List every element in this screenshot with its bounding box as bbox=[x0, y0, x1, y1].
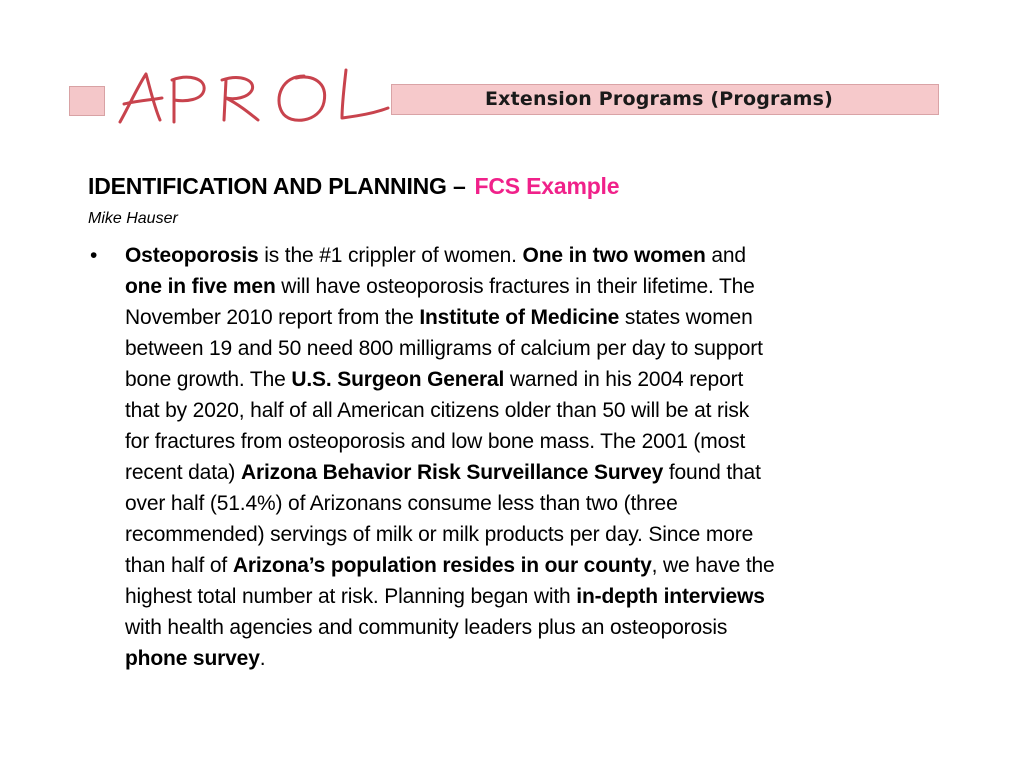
body-text-bold: phone survey bbox=[125, 647, 260, 670]
body-text: states women bbox=[619, 306, 753, 329]
body-line bbox=[125, 550, 940, 581]
body-line bbox=[125, 333, 940, 364]
body-paragraph bbox=[125, 240, 940, 674]
body-text: with health agencies and community leaders plus an osteoporosis bbox=[125, 616, 728, 639]
body-text-bold: One in two women bbox=[522, 244, 706, 267]
body-line bbox=[125, 364, 940, 395]
body-text-bold: Osteoporosis bbox=[125, 244, 259, 267]
body-line bbox=[125, 612, 940, 643]
body-text: is the #1 crippler of women. bbox=[258, 244, 523, 267]
slide-title-main: IDENTIFICATION AND PLANNING – bbox=[88, 173, 466, 199]
slide-title-accent: FCS Example bbox=[474, 173, 620, 199]
body-line bbox=[125, 271, 940, 302]
body-text: for fractures from osteoporosis and low bone mass. The 2001 (most bbox=[125, 430, 746, 453]
body-text: over half (51.4%) of Arizonans consume less than two (three bbox=[125, 492, 678, 515]
body-text-bold: one in five men bbox=[125, 275, 276, 298]
body-line bbox=[125, 488, 940, 519]
body-text: November 2010 report from the bbox=[125, 306, 420, 329]
body-text-bold: Institute of Medicine bbox=[419, 306, 620, 329]
body-text: will have osteoporosis fractures in their lifetime. The bbox=[275, 275, 755, 298]
body-text-bold: in-depth interviews bbox=[576, 585, 765, 608]
body-text: , we have the bbox=[651, 554, 775, 577]
body-text-bold: Arizona Behavior Risk Surveillance Survey bbox=[240, 461, 664, 484]
body-text-bold: Arizona’s population resides in our county bbox=[232, 554, 652, 577]
body-line bbox=[125, 426, 940, 457]
bullet-marker: • bbox=[90, 244, 98, 267]
author-name: Mike Hauser bbox=[88, 210, 178, 227]
body-line bbox=[125, 240, 940, 271]
body-text: bone growth. The bbox=[125, 368, 292, 391]
body-text-bold: U.S. Surgeon General bbox=[291, 368, 505, 391]
body-line bbox=[125, 395, 940, 426]
body-line bbox=[125, 457, 940, 488]
body-line bbox=[125, 643, 940, 674]
body-text: highest total number at risk. Planning began with bbox=[125, 585, 577, 608]
body-line bbox=[125, 519, 940, 550]
body-text: found that bbox=[663, 461, 761, 484]
body-text: between 19 and 50 need 800 milligrams of calcium per day to support bbox=[125, 337, 763, 360]
body-text: and bbox=[705, 244, 746, 267]
extension-programs-banner bbox=[391, 84, 939, 115]
banner-title: Extension Programs (Programs) bbox=[485, 88, 834, 110]
body-line bbox=[125, 302, 940, 333]
body-text: than half of bbox=[125, 554, 233, 577]
body-text: recommended) servings of milk or milk products per day. Since more bbox=[125, 523, 754, 546]
body-text: that by 2020, half of all American citizens older than 50 will be at risk bbox=[125, 399, 750, 422]
body-text: warned in his 2004 report bbox=[504, 368, 744, 391]
logo-square-decoration bbox=[69, 86, 105, 116]
body-text: . bbox=[259, 647, 266, 670]
body-line bbox=[125, 581, 940, 612]
aprol-logo bbox=[116, 64, 391, 128]
body-text: recent data) bbox=[125, 461, 241, 484]
slide-title bbox=[88, 173, 619, 200]
